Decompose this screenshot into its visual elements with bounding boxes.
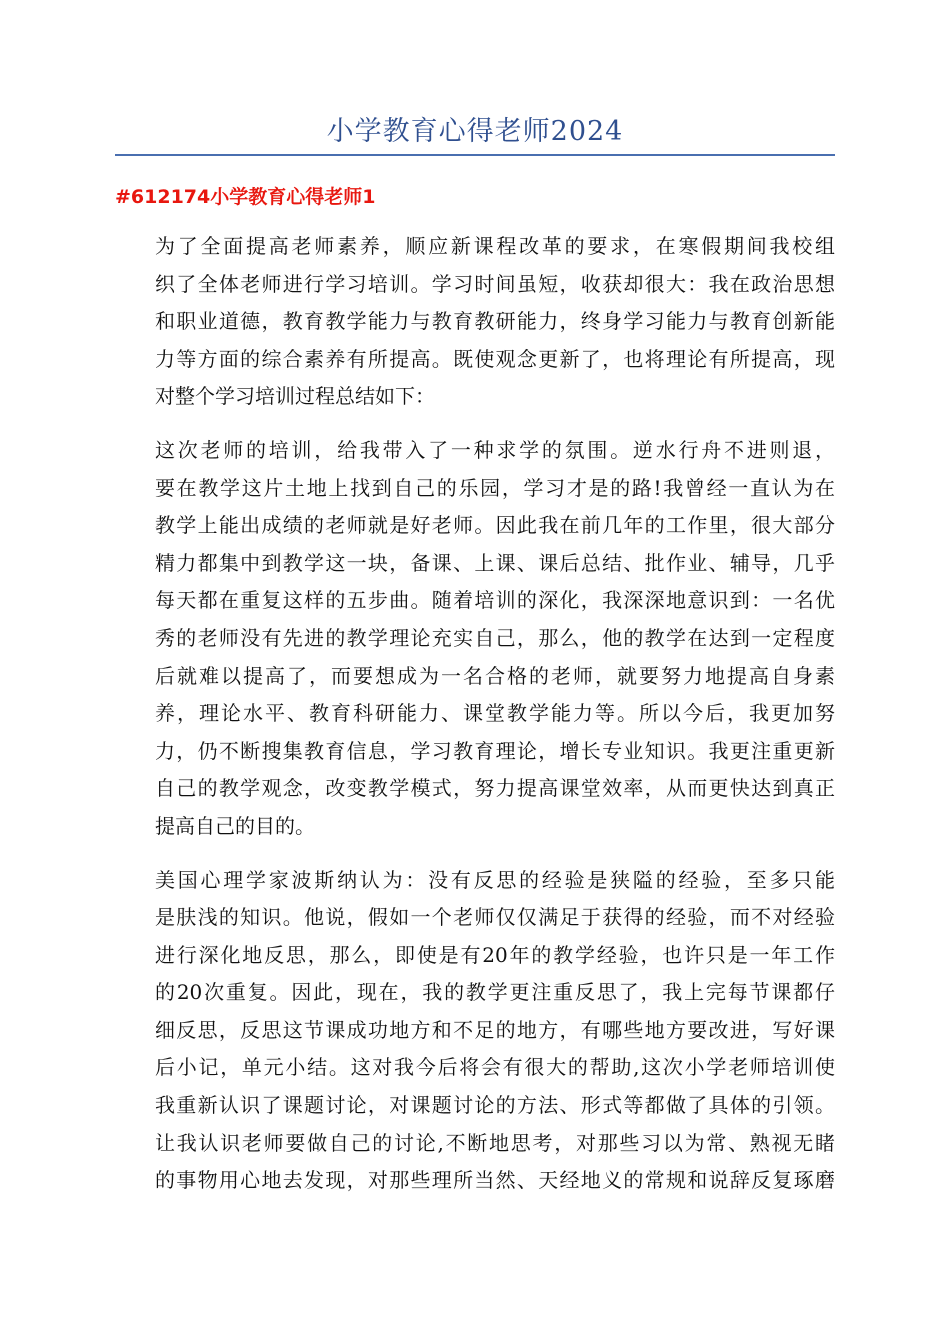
paragraph-1	[115, 228, 835, 416]
text-line: 对整个学习培训过程总结如下：	[155, 384, 435, 409]
text-line: 美国心理学家波斯纳认为：没有反思的经验是狭隘的经验，至多只能	[155, 867, 835, 892]
text-line: 后小记，单元小结。这对我今后将会有很大的帮助,这次小学老师培训使	[155, 1055, 835, 1080]
text-line: 提高自己的目的。	[155, 813, 315, 838]
text-line: 和职业道德，教育教学能力与教育教研能力，终身学习能力与教育创新能	[155, 309, 835, 334]
section-heading: #612174小学教育心得老师1	[115, 186, 376, 208]
text-line: 力等方面的综合素养有所提高。既使观念更新了，也将理论有所提高，现	[155, 346, 835, 371]
text-line: 织了全体老师进行学习培训。学习时间虽短，收获却很大：我在政治思想	[155, 271, 835, 296]
text-line: 让我认识老师要做自己的讨论,不断地思考，对那些习以为常、熟视无睹	[155, 1130, 835, 1155]
text-line: 秀的老师没有先进的教学理论充实自己，那么，他的教学在达到一定程度	[155, 625, 835, 650]
text-line: 的事物用心地去发现，对那些理所当然、天经地义的常规和说辞反复琢磨	[155, 1168, 835, 1193]
paragraph-2	[115, 432, 835, 846]
text-line: 我重新认识了课题讨论，对课题讨论的方法、形式等都做了具体的引领。	[155, 1093, 835, 1118]
text-line: 的20次重复。因此，现在，我的教学更注重反思了，我上完每节课都仔	[155, 980, 835, 1005]
text-line: 养，理论水平、教育科研能力、课堂教学能力等。所以今后，我更加努	[155, 701, 835, 726]
text-line: 细反思，反思这节课成功地方和不足的地方，有哪些地方要改进，写好课	[155, 1017, 835, 1042]
text-line: 自己的教学观念，改变教学模式，努力提高课堂效率，从而更快达到真正	[155, 776, 835, 801]
text-line: 后就难以提高了，而要想成为一名合格的老师，就要努力地提高自身素	[155, 663, 835, 688]
text-line: 教学上能出成绩的老师就是好老师。因此我在前几年的工作里，很大部分	[155, 513, 835, 538]
paragraph-3	[115, 862, 835, 1200]
text-line: 这次老师的培训，给我带入了一种求学的氛围。逆水行舟不进则退，	[155, 437, 835, 462]
title-underline	[115, 154, 835, 156]
text-line: 力，仍不断搜集教育信息，学习教育理论，增长专业知识。我更注重更新	[155, 738, 835, 763]
text-line: 每天都在重复这样的五步曲。随着培训的深化，我深深地意识到：一名优	[155, 588, 835, 613]
document-title: 小学教育心得老师2024	[326, 116, 624, 147]
text-line: 是肤浅的知识。他说，假如一个老师仅仅满足于获得的经验，而不对经验	[155, 905, 835, 930]
document-body	[115, 228, 835, 1200]
text-line: 要在教学这片土地上找到自己的乐园，学习才是的路!我曾经一直认为在	[155, 475, 835, 500]
text-line: 精力都集中到教学这一块，备课、上课、课后总结、批作业、辅导，几乎	[155, 550, 835, 575]
text-line: 进行深化地反思，那么，即使是有20年的教学经验，也许只是一年工作	[155, 942, 835, 967]
text-line: 为了全面提高老师素养，顺应新课程改革的要求，在寒假期间我校组	[155, 234, 835, 258]
